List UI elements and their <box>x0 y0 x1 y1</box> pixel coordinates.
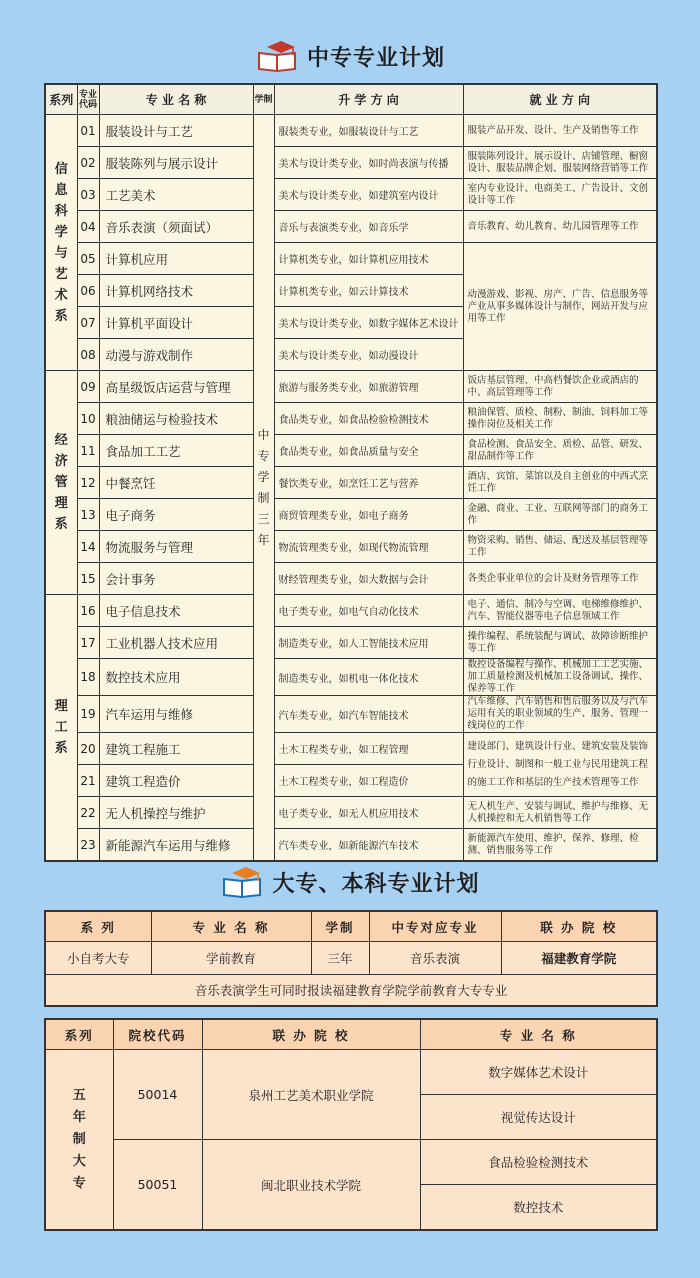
table-row <box>45 659 657 696</box>
major-code: 09 <box>77 371 99 403</box>
table-row <box>45 371 657 403</box>
advance-cell: 美术与设计类专业，如数字媒体艺术设计 <box>274 307 463 339</box>
education-system-cell: 中 专 学 制 三 年 <box>253 115 274 862</box>
employ-cell: 汽车维修、汽车销售和售后服务以及与汽车运用有关的职业领域的生产、服务、管理一线岗位的工作 <box>463 696 657 733</box>
advance-cell: 汽车类专业，如汽车智能技术 <box>274 696 463 733</box>
college-table-a <box>44 910 658 1007</box>
major-name: 服装陈列与展示设计 <box>99 147 253 179</box>
major-name: 汽车运用与维修 <box>99 696 253 733</box>
major-name: 工业机器人技术应用 <box>99 627 253 659</box>
section2-heading: 大专、本科专业计划 <box>272 871 480 897</box>
header-cell: 系 列 <box>45 911 151 942</box>
major-code: 23 <box>77 829 99 862</box>
table-row <box>45 435 657 467</box>
header-cell: 专 业 名 称 <box>151 911 311 942</box>
cell-school-code: 50051 <box>113 1140 202 1231</box>
major-code: 17 <box>77 627 99 659</box>
employ-cell-shared: 建设部门、建筑设计行业、建筑安装及装饰行业设计、制图和一般工业与民用建筑工程的施工工作和基层的生产技术管理等工作 <box>463 733 657 797</box>
cell-school: 福建教育学院 <box>501 942 657 975</box>
employ-cell: 酒店、宾馆、菜馆以及自主创业的中西式烹饪工作 <box>463 467 657 499</box>
major-code: 22 <box>77 797 99 829</box>
major-name: 计算机网络技术 <box>99 275 253 307</box>
major-code: 15 <box>77 563 99 595</box>
advance-cell: 旅游与服务类专业，如旅游管理 <box>274 371 463 403</box>
table-row <box>45 467 657 499</box>
table-row <box>45 829 657 862</box>
cell-system: 三年 <box>311 942 369 975</box>
major-name: 动漫与游戏制作 <box>99 339 253 371</box>
dept-cell: 信 息 科 学 与 艺 术 系 <box>45 115 77 371</box>
header-cell: 专 业 名 称 <box>420 1019 657 1050</box>
major-name: 数控技术应用 <box>99 659 253 696</box>
major-code: 01 <box>77 115 99 147</box>
advance-cell: 服装类专业，如服装设计与工艺 <box>274 115 463 147</box>
table-row <box>45 797 657 829</box>
cell-dept-vertical: 五 年 制 大 专 <box>45 1050 113 1231</box>
table-row <box>45 115 657 147</box>
advance-cell: 土木工程类专业，如工程造价 <box>274 765 463 797</box>
employ-cell: 饭店基层管理、中高档餐饮企业或酒店的中、高层管理等工作 <box>463 371 657 403</box>
table-row <box>45 211 657 243</box>
advance-cell: 制造类专业，如机电一体化技术 <box>274 659 463 696</box>
major-name: 物流服务与管理 <box>99 531 253 563</box>
table-row <box>45 499 657 531</box>
major-code: 08 <box>77 339 99 371</box>
cell-school-name: 泉州工艺美术职业学院 <box>202 1050 420 1140</box>
table-header-row <box>45 911 657 942</box>
secondary-major-table <box>44 83 658 862</box>
major-code: 19 <box>77 696 99 733</box>
dept-cell: 理 工 系 <box>45 595 77 862</box>
advance-cell: 食品类专业，如食品质量与安全 <box>274 435 463 467</box>
major-name: 音乐表演（须面试） <box>99 211 253 243</box>
major-name: 计算机平面设计 <box>99 307 253 339</box>
cell-major: 数控技术 <box>420 1185 657 1231</box>
major-name: 建筑工程造价 <box>99 765 253 797</box>
advance-cell: 财经管理类专业，如大数据与会计 <box>274 563 463 595</box>
major-code: 14 <box>77 531 99 563</box>
major-name: 中餐烹饪 <box>99 467 253 499</box>
major-name: 电子信息技术 <box>99 595 253 627</box>
cell-dept: 小自考大专 <box>45 942 151 975</box>
advance-cell: 美术与设计类专业，如时尚表演与传播 <box>274 147 463 179</box>
employ-cell: 数控设备编程与操作、机械加工工艺实施、加工质量检测及机械加工设备调试、操作、保养等工作 <box>463 659 657 696</box>
employ-cell: 新能源汽车使用、维护、保养、修理、检测、销售服务等工作 <box>463 829 657 862</box>
table-row <box>45 179 657 211</box>
table-row <box>45 563 657 595</box>
advance-cell: 电子类专业，如电气自动化技术 <box>274 595 463 627</box>
major-name: 计算机应用 <box>99 243 253 275</box>
advance-cell: 餐饮类专业，如烹饪工艺与营养 <box>274 467 463 499</box>
employ-cell: 物资采购、销售、储运、配送及基层管理等工作 <box>463 531 657 563</box>
major-code: 03 <box>77 179 99 211</box>
cell-major: 视觉传达设计 <box>420 1095 657 1140</box>
employ-cell-shared: 动漫游戏、影视、房产、广告、信息服务等产业从事多媒体设计与制作，网站开发与应用等工作 <box>463 243 657 371</box>
header-employ: 就 业 方 向 <box>463 84 657 115</box>
major-code: 12 <box>77 467 99 499</box>
book-cap-icon <box>220 865 264 899</box>
table-header-row <box>45 84 657 115</box>
major-code: 07 <box>77 307 99 339</box>
employ-cell: 食品检测、食品安全、质检、品管、研发、甜品制作等工作 <box>463 435 657 467</box>
major-name: 无人机操控与维护 <box>99 797 253 829</box>
advance-cell: 汽车类专业，如新能源汽车技术 <box>274 829 463 862</box>
table-row <box>45 627 657 659</box>
cell-secondary-major: 音乐表演 <box>369 942 501 975</box>
major-code: 02 <box>77 147 99 179</box>
table-row <box>45 531 657 563</box>
major-name: 工艺美术 <box>99 179 253 211</box>
cell-major: 数字媒体艺术设计 <box>420 1050 657 1095</box>
major-code: 05 <box>77 243 99 275</box>
header-cell: 学制 <box>311 911 369 942</box>
dept-cell: 经 济 管 理 系 <box>45 371 77 595</box>
employ-cell: 电子、通信、制冷与空调、电梯维修维护、汽车、智能仪器等电子信息领域工作 <box>463 595 657 627</box>
header-name: 专 业 名 称 <box>99 84 253 115</box>
major-code: 18 <box>77 659 99 696</box>
employ-cell: 各类企事业单位的会计及财务管理等工作 <box>463 563 657 595</box>
advance-cell: 电子类专业，如无人机应用技术 <box>274 797 463 829</box>
book-cap-icon <box>255 39 299 73</box>
major-name: 建筑工程施工 <box>99 733 253 765</box>
table-row <box>45 696 657 733</box>
section1-title <box>0 36 700 76</box>
header-cell: 系列 <box>45 1019 113 1050</box>
major-name: 会计事务 <box>99 563 253 595</box>
employ-cell: 粮油保管、质检、制粉、制油、饲料加工等操作岗位及相关工作 <box>463 403 657 435</box>
table-row <box>45 1140 657 1185</box>
major-code: 11 <box>77 435 99 467</box>
college-table-b <box>44 1018 658 1231</box>
table-header-row <box>45 1019 657 1050</box>
header-cell: 中专对应专业 <box>369 911 501 942</box>
cell-major: 学前教育 <box>151 942 311 975</box>
cell-major: 食品检验检测技术 <box>420 1140 657 1185</box>
advance-cell: 计算机类专业，如计算机应用技术 <box>274 243 463 275</box>
major-code: 21 <box>77 765 99 797</box>
major-code: 13 <box>77 499 99 531</box>
employ-cell: 服装陈列设计、展示设计、店铺管理、橱窗设计、服装品牌企划、服装网络营销等工作 <box>463 147 657 179</box>
table-row <box>45 243 657 275</box>
cell-school-code: 50014 <box>113 1050 202 1140</box>
advance-cell: 物流管理类专业，如现代物流管理 <box>274 531 463 563</box>
employ-cell: 服装产品开发、设计、生产及销售等工作 <box>463 115 657 147</box>
advance-cell: 食品类专业，如食品检验检测技术 <box>274 403 463 435</box>
employ-cell: 金融、商业、工业、互联网等部门的商务工作 <box>463 499 657 531</box>
header-advance: 升 学 方 向 <box>274 84 463 115</box>
page-title: 中专专业计划 <box>306 45 445 71</box>
advance-cell: 美术与设计类专业，如动漫设计 <box>274 339 463 371</box>
table-row <box>45 595 657 627</box>
advance-cell: 制造类专业，如人工智能技术应用 <box>274 627 463 659</box>
header-cell: 联 办 院 校 <box>202 1019 420 1050</box>
major-name: 粮油储运与检验技术 <box>99 403 253 435</box>
major-name: 食品加工工艺 <box>99 435 253 467</box>
employ-cell: 音乐教育、幼儿教育、幼儿园管理等工作 <box>463 211 657 243</box>
advance-cell: 美术与设计类专业，如建筑室内设计 <box>274 179 463 211</box>
advance-cell: 土木工程类专业，如工程管理 <box>274 733 463 765</box>
header-code: 专业代码 <box>77 84 99 115</box>
header-cell: 院校代码 <box>113 1019 202 1050</box>
employ-cell: 无人机生产、安装与调试、维护与维修、无人机操控和无人机销售等工作 <box>463 797 657 829</box>
table-note: 音乐表演学生可同时报读福建教育学院学前教育大专专业 <box>45 975 657 1007</box>
header-cell: 联 办 院 校 <box>501 911 657 942</box>
cell-school-name: 闽北职业技术学院 <box>202 1140 420 1231</box>
table-row <box>45 147 657 179</box>
major-code: 04 <box>77 211 99 243</box>
advance-cell: 音乐与表演类专业，如音乐学 <box>274 211 463 243</box>
table-row <box>45 942 657 975</box>
table-row <box>45 403 657 435</box>
header-system: 学制 <box>253 84 274 115</box>
major-name: 服装设计与工艺 <box>99 115 253 147</box>
employ-cell: 操作编程、系统装配与调试、故障诊断维护等工作 <box>463 627 657 659</box>
major-code: 10 <box>77 403 99 435</box>
section2-title <box>0 862 700 902</box>
major-name: 高星级饭店运营与管理 <box>99 371 253 403</box>
major-name: 电子商务 <box>99 499 253 531</box>
header-dept: 系列 <box>45 84 77 115</box>
major-code: 20 <box>77 733 99 765</box>
major-code: 06 <box>77 275 99 307</box>
table-note-row <box>45 975 657 1007</box>
advance-cell: 计算机类专业，如云计算技术 <box>274 275 463 307</box>
major-name: 新能源汽车运用与维修 <box>99 829 253 862</box>
table-row <box>45 1050 657 1095</box>
employ-cell: 室内专业设计、电商美工、广告设计、文创设计等工作 <box>463 179 657 211</box>
major-code: 16 <box>77 595 99 627</box>
advance-cell: 商贸管理类专业，如电子商务 <box>274 499 463 531</box>
table-row <box>45 733 657 765</box>
